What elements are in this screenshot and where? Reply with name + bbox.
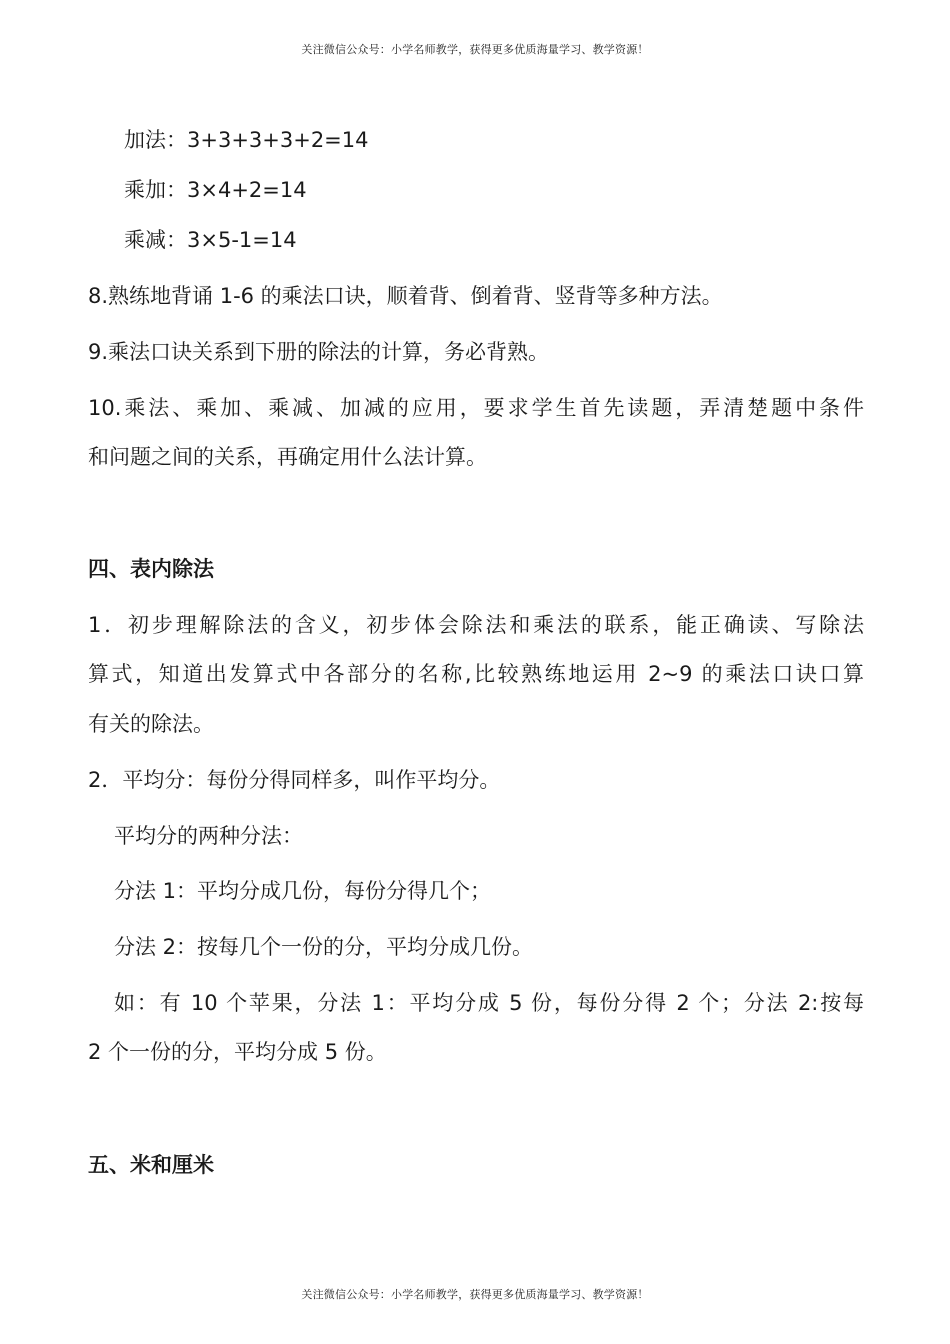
method-1: 分法 1：平均分成几份，每份分得几个； (114, 879, 492, 903)
section-4-heading: 四、表内除法 (88, 557, 214, 581)
item-8: 8.熟练地背诵 1-6 的乘法口诀，顺着背、倒着背、竖背等多种方法。 (88, 284, 723, 308)
mult-sub-example: 乘减：3×5-1=14 (124, 228, 297, 252)
mult-add-example: 乘加：3×4+2=14 (124, 178, 307, 202)
item-10-line-1: 10.乘法、乘加、乘减、加减的应用，要求学生首先读题，弄清楚题中条件 (88, 396, 864, 420)
section-5-heading: 五、米和厘米 (88, 1153, 214, 1177)
item-10-line-2: 和问题之间的关系，再确定用什么法计算。 (88, 445, 487, 469)
section-4-item-2: 2．平均分：每份分得同样多，叫作平均分。 (88, 768, 501, 792)
item-9: 9.乘法口诀关系到下册的除法的计算，务必背熟。 (88, 340, 550, 364)
page-header: 关注微信公众号：小学名师教学，获得更多优质海量学习、教学资源！ (301, 43, 649, 56)
section-4-item-1-line-1: 1．初步理解除法的含义，初步体会除法和乘法的联系，能正确读、写除法 (88, 613, 864, 637)
example-line-1: 如：有 10 个苹果，分法 1：平均分成 5 份，每份分得 2 个；分法 2:按每 (114, 991, 864, 1015)
addition-example: 加法：3+3+3+3+2=14 (124, 128, 369, 152)
page-footer: 关注微信公众号：小学名师教学，获得更多优质海量学习、教学资源！ (301, 1288, 649, 1301)
method-2: 分法 2：按每几个一份的分，平均分成几份。 (114, 935, 534, 959)
section-4-item-1-line-3: 有关的除法。 (88, 712, 214, 736)
two-methods-label: 平均分的两种分法： (114, 824, 303, 848)
section-4-item-1-line-2: 算式，知道出发算式中各部分的名称,比较熟练地运用 2~9 的乘法口诀口算 (88, 662, 864, 686)
example-line-2: 2 个一份的分，平均分成 5 份。 (88, 1040, 387, 1064)
